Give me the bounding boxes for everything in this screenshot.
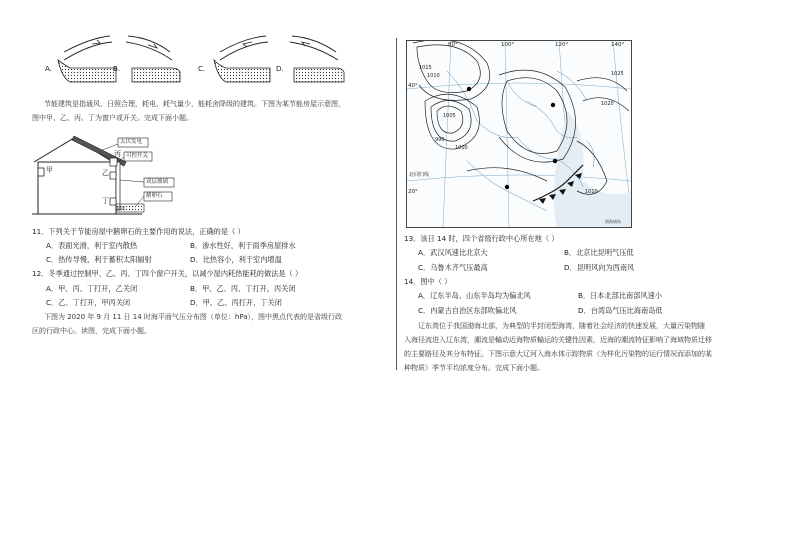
q14-stem: 14．图中（ ） — [404, 277, 452, 286]
isobar-label-7: 1020 — [601, 101, 614, 107]
pressure-map-svg — [407, 41, 631, 227]
intro-line-1: 节能建筑是指通风、日照合理，耗电、耗气量少，能耗舍降级的建筑。下图为某节能房屋示意图， — [44, 100, 345, 108]
capital-dot-urumqi — [467, 87, 471, 91]
house-label-double-glass: 双层玻璃 — [146, 179, 169, 185]
q14-option-a[interactable]: A．辽东半岛、山东半岛均为偏北风 — [418, 291, 531, 300]
map-tropic-label: 北回归线 — [409, 172, 430, 178]
passage-line-1: 辽东湾位于我国渤海北部，为典型的半封闭型海湾，随着社会经济的快速发展，大量污染物随 — [418, 322, 705, 330]
map-lat-40: 40° — [408, 83, 418, 89]
house-label-ding: 丁 — [102, 197, 109, 205]
house-label-solar: 太伏发电 — [120, 139, 143, 145]
q13-option-a[interactable]: A．武汉风速比北京大 — [418, 248, 488, 257]
map-lon-100: 100° — [501, 42, 515, 48]
q13-option-d[interactable]: D．昆明风向为西南风 — [564, 263, 635, 272]
coast-fig-b — [126, 36, 180, 82]
coast-figures-svg — [40, 32, 380, 84]
capital-dot-kunming — [505, 185, 509, 189]
map-corner-label: 南海诸岛 — [605, 219, 621, 224]
coast-fig-label-d: D. — [276, 64, 284, 73]
isobar-label-1: 1010 — [427, 73, 440, 79]
isobar-label-4: 990 — [435, 137, 445, 143]
q11-stem: 11．下列关于节能房屋中鹅卵石的主要作用的说法，正确的是（ ） — [32, 227, 245, 236]
q11-option-c[interactable]: C．热传导慢，利于蓄积太阳辐射 — [46, 255, 152, 264]
house-label-yi: 乙 — [102, 169, 109, 177]
q12-option-b[interactable]: B．甲、乙、丙、丁打开，丙关闭 — [190, 284, 296, 293]
q11-option-d[interactable]: D．比热容小，利于室内增温 — [190, 255, 282, 264]
map-lon-140: 140° — [611, 42, 625, 48]
house-figure — [32, 130, 212, 222]
q12-option-d[interactable]: D．甲、乙、丙打开，丁关闭 — [190, 298, 282, 307]
passage-line-2: 入海径流进入辽东湾，潮流是輸动近海物质輸运的关键性因素，近海的潮流特征影响了海域物质迁移 — [404, 336, 712, 344]
house-label-jia: 甲 — [46, 166, 53, 174]
isobar-label-6: 1025 — [611, 71, 624, 77]
house-label-bing: 丙 — [114, 150, 121, 158]
q12-stem: 12．冬季通过控制甲、乙、丙、丁四个窗户开关，以减少屋内耗热能耗的做法是（ ） — [32, 269, 303, 278]
q14-option-d[interactable]: D．台湾岛气压比海南岛低 — [578, 306, 663, 315]
coast-fig-label-c: C. — [198, 64, 206, 73]
coast-fig-d — [290, 36, 344, 82]
capital-dot-beijing — [551, 103, 555, 107]
isobar-label-3: 1005 — [443, 113, 456, 119]
isobar-label-5: 1000 — [455, 145, 468, 151]
map-lon-80: 80° — [448, 42, 458, 48]
house-label-switch: 可控开关 — [126, 153, 149, 159]
passage-line-3: 的主要路径及其分布特征。下图示意大辽河入海水体示踪物质（为样化污染物的运行情况而添加的某 — [404, 350, 712, 358]
coast-figures — [40, 32, 380, 84]
q12-option-c[interactable]: C．乙、丁打开，甲丙关闭 — [46, 298, 131, 307]
coast-fig-a — [58, 36, 116, 82]
coast-fig-label-a: A. — [45, 64, 53, 73]
q13-option-c[interactable]: C．乌鲁木齐气压最高 — [418, 263, 488, 272]
house-label-interior: 铁锈 — [116, 207, 125, 212]
house-label-stone: 鹅卵石 — [146, 193, 163, 199]
map-intro-line-2: 区的行政中心。读图，完成下面小题。 — [32, 327, 151, 335]
coast-fig-label-b: B. — [113, 64, 121, 73]
q12-option-a[interactable]: A．甲、丙、丁打开，乙关闭 — [46, 284, 138, 293]
column-divider — [396, 38, 397, 370]
map-lat-20: 20° — [408, 189, 418, 195]
q14-option-b[interactable]: B．日本北部比南部风速小 — [578, 291, 662, 300]
q11-option-a[interactable]: A．表面光滑，利于室内散热 — [46, 241, 138, 250]
q14-option-c[interactable]: C．内蒙古自治区东部吹偏北风 — [418, 306, 517, 315]
isobar-label-8: 1010 — [585, 189, 598, 195]
intro-line-2: 图中甲、乙、丙、丁为窗户或开关。完成下面小题。 — [32, 114, 193, 122]
q13-option-b[interactable]: B．北京比昆明气压低 — [564, 248, 634, 257]
coast-fig-c — [214, 36, 270, 82]
capital-dot-wuhan — [553, 159, 557, 163]
isobar-label-2: 1015 — [419, 65, 432, 71]
q13-stem: 13．该日 14 时，四个省级行政中心所在地（ ） — [404, 234, 559, 243]
map-intro-line-1: 下图为 2020 年 9 月 11 日 14 时海平面气压分布图（单位：hPa），图中黑点代表的是省级行政 — [44, 313, 343, 321]
passage-line-4: 种物质）季节平均浓度分布。完成下面小题。 — [404, 364, 544, 372]
map-lon-120: 120° — [555, 42, 569, 48]
q11-option-b[interactable]: B．渗水性好，利于雨季房屋排水 — [190, 241, 296, 250]
pressure-map — [406, 40, 632, 228]
